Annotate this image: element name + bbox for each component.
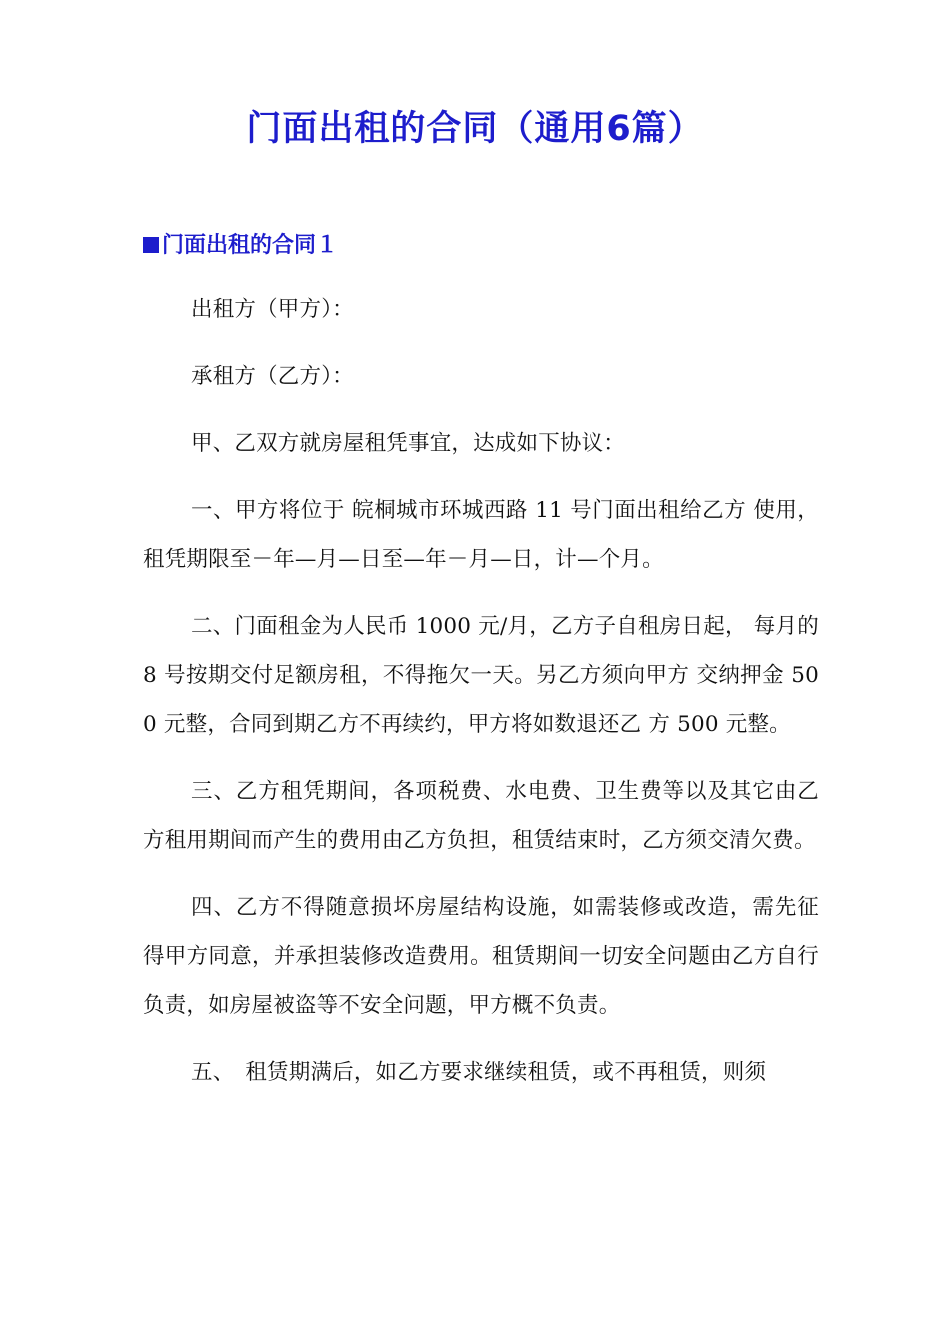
section-heading — [143, 228, 338, 264]
party-b-line: 承租方（乙方）： — [191, 364, 354, 389]
contract-body — [143, 285, 827, 1115]
section-heading-text: 门面出租的合同１ — [162, 233, 339, 258]
square-bullet-icon — [143, 237, 159, 253]
clause-2: 二、门面租金为人民币 1000 元/月，乙方子自租房日起， 每月的 8 号按期交付足额房租，不得拖欠一天。另乙方须向甲方 交纳押金 500 元整，合同到期乙方不再续约，甲方将如数退还乙 方 500 元整。 — [143, 614, 827, 737]
clause-4: 四、乙方不得随意损坏房屋结构设施，如需装修或改造，需先征得甲方同意，并承担装修改造费用。租赁期间一切安全问题由乙方自行负责，如房屋被盗等不安全问题，甲方概不负责。 — [143, 895, 819, 1018]
agreement-intro: 甲、乙双方就房屋租凭事宜，达成如下协议： — [191, 431, 626, 456]
party-a-line: 出租方（甲方）： — [191, 297, 354, 322]
clause-1: 一、甲方将位于 皖桐城市环城西路 11 号门面出租给乙方 使用，租凭期限至－年—月—日至—年－月—日，计—个月。 — [143, 498, 819, 572]
clause-3: 三、乙方租凭期间，各项税费、水电费、卫生费等以及其它由乙方租用期间而产生的费用由乙方负担，租赁结束时，乙方须交清欠费。 — [143, 779, 819, 853]
clause-5: 五、 租赁期满后，如乙方要求继续租赁，或不再租赁，则须 — [191, 1060, 767, 1085]
document-title: 门面出租的合同（通用6篇） — [246, 109, 704, 149]
